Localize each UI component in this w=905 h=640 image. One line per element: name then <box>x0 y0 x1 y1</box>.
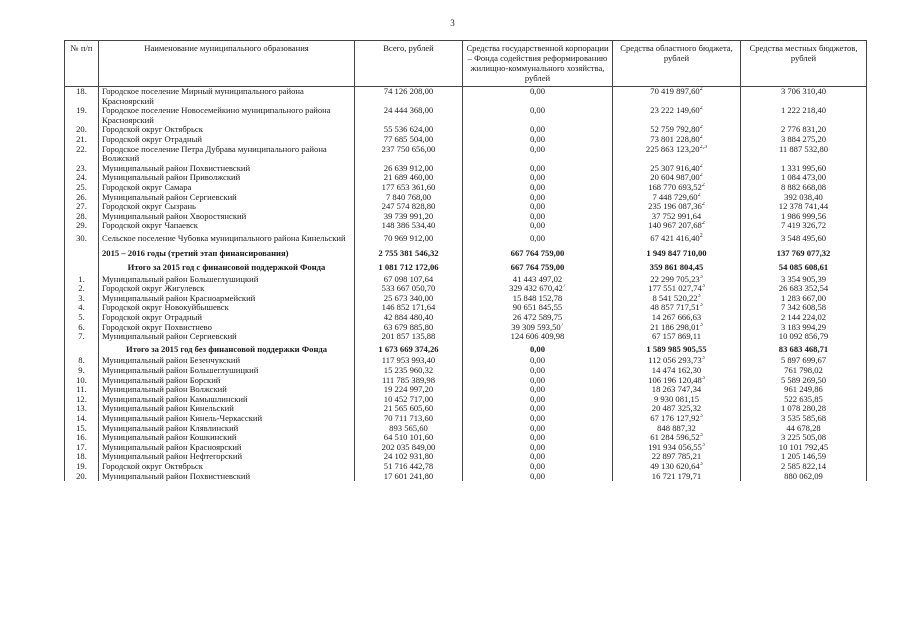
cell-total: 15 235 960,32 <box>355 366 463 376</box>
cell-fund: 0,00 <box>463 125 613 135</box>
footnote-mark: 2 <box>699 134 703 141</box>
cell-fund: 90 651 845,55 <box>463 303 613 313</box>
cell-regional-budget: 20 604 987,00$^2$ <box>613 173 741 183</box>
table-row <box>65 313 867 323</box>
cell-number: 19. <box>65 106 99 125</box>
cell-fund: 0,00 <box>463 385 613 395</box>
cell-number: 12. <box>65 395 99 405</box>
cell-local-budget: 880 062,09 <box>741 472 867 482</box>
cell-total: 247 574 828,80 <box>355 202 463 212</box>
cell-number: 1. <box>65 275 99 285</box>
cell-regional-budget: 191 934 056,55$^3$ <box>613 443 741 453</box>
table-row <box>65 284 867 294</box>
cell-fund: 15 848 152,78 <box>463 294 613 304</box>
cell-local-budget: 3 548 495,60 <box>741 231 867 246</box>
cell-fund: 39 309 593,50$^7$ <box>463 323 613 333</box>
header-fund: Средства государственной корпорации – Фонда содействия реформированию жилищно-коммунального хозяйства, рублей <box>463 41 613 87</box>
cell-number: 15. <box>65 424 99 434</box>
table-row <box>65 212 867 222</box>
cell-name: Муниципальный район Красноярский <box>99 443 355 453</box>
table-summary-row <box>65 246 867 261</box>
cell-name: Муниципальный район Похвистневский <box>99 164 355 174</box>
cell-local-budget: 392 038,40 <box>741 193 867 203</box>
footnote-mark: 2 <box>701 221 705 227</box>
footnote-mark: 2 <box>699 173 703 179</box>
cell-name: Муниципальный район Волжский <box>99 385 355 395</box>
cell-local-budget: 7 419 326,72 <box>741 221 867 231</box>
cell-total: 177 653 361,60 <box>355 183 463 193</box>
cell-local-budget: 3 535 585,68 <box>741 414 867 424</box>
cell-total: 111 785 389,98 <box>355 376 463 386</box>
cell-local-budget: 10 101 792,45 <box>741 443 867 453</box>
cell-local-budget: 10 092 856,79 <box>741 332 867 342</box>
table-row <box>65 135 867 145</box>
cell-total: 77 685 504,00 <box>355 135 463 145</box>
cell-regional-budget: 67 176 127,92$^3$ <box>613 414 741 424</box>
cell-regional-budget: 48 857 717,51$^3$ <box>613 303 741 313</box>
cell-total: 17 601 241,80 <box>355 472 463 482</box>
cell-regional-budget: 20 487 325,32 <box>613 404 741 414</box>
cell-local-budget: 2 144 224,02 <box>741 313 867 323</box>
cell-number: 14. <box>65 414 99 424</box>
footnote-mark: 2 <box>699 233 703 240</box>
cell-name: Городской округ Отрадный <box>99 313 355 323</box>
table-row <box>65 385 867 395</box>
table-row <box>65 87 867 107</box>
cell-total: 67 098 107,64 <box>355 275 463 285</box>
cell-number <box>65 260 99 275</box>
cell-number: 21. <box>65 135 99 145</box>
table-row <box>65 462 867 472</box>
cell-fund: 0,00 <box>463 433 613 443</box>
cell-local-budget: 1 331 995,60 <box>741 164 867 174</box>
table-row <box>65 356 867 366</box>
cell-fund: 0,00 <box>463 342 613 357</box>
cell-regional-budget: 848 887,32 <box>613 424 741 434</box>
cell-fund: 0,00 <box>463 212 613 222</box>
cell-name: Городской округ Отрадный <box>99 135 355 145</box>
cell-name: Городской округ Октябрьск <box>99 462 355 472</box>
cell-name: Городской округ Новокуйбышевск <box>99 303 355 313</box>
table-row <box>65 395 867 405</box>
cell-local-budget: 3 706 310,40 <box>741 87 867 107</box>
cell-regional-budget: 67 157 869,11 <box>613 332 741 342</box>
footnote-mark: 2,3 <box>699 144 708 150</box>
cell-fund: 0,00 <box>463 145 613 164</box>
cell-name: Муниципальный район Похвистневский <box>99 472 355 482</box>
cell-number: 6. <box>65 323 99 333</box>
table-row <box>65 193 867 203</box>
cell-total: 202 035 849,00 <box>355 443 463 453</box>
footnote-mark: 3 <box>701 442 705 448</box>
cell-regional-budget: 359 861 804,45 <box>613 260 741 275</box>
table-row <box>65 366 867 376</box>
cell-name: Муниципальный район Борский <box>99 376 355 386</box>
cell-name: Городской округ Жигулевск <box>99 284 355 294</box>
cell-number: 5. <box>65 313 99 323</box>
cell-regional-budget: 67 421 416,40$^2$ <box>613 231 741 246</box>
cell-number: 30. <box>65 231 99 246</box>
cell-local-budget: 44 678,28 <box>741 424 867 434</box>
cell-name: Муниципальный район Хворостянский <box>99 212 355 222</box>
cell-local-budget: 11 887 532,80 <box>741 145 867 164</box>
cell-total: 74 126 208,00 <box>355 87 463 107</box>
cell-local-budget: 1 084 473,00 <box>741 173 867 183</box>
cell-total: 1 673 669 374,26 <box>355 342 463 357</box>
cell-number: 9. <box>65 366 99 376</box>
cell-name: Муниципальный район Сергиевский <box>99 332 355 342</box>
cell-fund: 0,00 <box>463 106 613 125</box>
table-row <box>65 231 867 246</box>
header-total: Всего, рублей <box>355 41 463 87</box>
cell-total: 117 953 993,40 <box>355 356 463 366</box>
table-row <box>65 173 867 183</box>
footnote-mark: 2 <box>699 106 703 112</box>
cell-fund: 0,00 <box>463 87 613 107</box>
cell-local-budget: 5 897 699,67 <box>741 356 867 366</box>
cell-regional-budget: 225 863 123,20$^{2,3}$ <box>613 145 741 164</box>
cell-name: Городское поселение Мирный муниципального района Красноярский <box>99 87 355 107</box>
cell-total: 237 750 656,00 <box>355 145 463 164</box>
cell-fund: 0,00 <box>463 452 613 462</box>
cell-total: 148 386 534,40 <box>355 221 463 231</box>
cell-regional-budget: 168 770 693,52$^2$ <box>613 183 741 193</box>
cell-total: 146 852 171,64 <box>355 303 463 313</box>
cell-local-budget: 3 884 275,20 <box>741 135 867 145</box>
cell-number: 20. <box>65 125 99 135</box>
page-number: 3 <box>450 18 455 28</box>
cell-regional-budget: 140 967 207,68$^2$ <box>613 221 741 231</box>
footnote-mark: 3 <box>699 414 703 420</box>
table-summary-row <box>65 342 867 357</box>
cell-name: Муниципальный район Красноармейский <box>99 294 355 304</box>
table-row <box>65 323 867 333</box>
cell-total: 26 639 912,00 <box>355 164 463 174</box>
cell-total: 70 711 713,60 <box>355 414 463 424</box>
cell-regional-budget: 177 551 027,74$^3$ <box>613 284 741 294</box>
cell-local-budget: 26 683 352,54 <box>741 284 867 294</box>
cell-fund: 0,00 <box>463 356 613 366</box>
cell-number: 17. <box>65 443 99 453</box>
cell-total: 201 857 135,88 <box>355 332 463 342</box>
cell-total: 55 536 624,00 <box>355 125 463 135</box>
cell-number: 24. <box>65 173 99 183</box>
table-body <box>65 87 867 482</box>
cell-name: Городской округ Похвистнево <box>99 323 355 333</box>
cell-name: 2015 – 2016 годы (третий этап финансирования) <box>99 246 355 261</box>
footnote-mark: 3 <box>701 356 705 362</box>
cell-regional-budget: 18 263 747,34 <box>613 385 741 395</box>
cell-total: 10 452 717,00 <box>355 395 463 405</box>
cell-local-budget: 522 635,85 <box>741 395 867 405</box>
table-header-row <box>65 41 867 87</box>
table-row <box>65 106 867 125</box>
footnote-mark: 2 <box>699 163 703 169</box>
footnote-mark: 3 <box>701 375 705 381</box>
cell-number: 8. <box>65 356 99 366</box>
cell-local-budget: 7 342 608,58 <box>741 303 867 313</box>
cell-name: Итого за 2015 год с финансовой поддержкой Фонда <box>99 260 355 275</box>
table-summary-row <box>65 260 867 275</box>
footnote-mark: 3 <box>701 284 705 290</box>
header-regional-budget: Средства областного бюджета, рублей <box>613 41 741 87</box>
header-local-budget: Средства местных бюджетов, рублей <box>741 41 867 87</box>
cell-local-budget: 1 078 280,28 <box>741 404 867 414</box>
cell-local-budget: 83 683 468,71 <box>741 342 867 357</box>
footnote-mark: 3 <box>699 274 703 280</box>
cell-fund: 124 606 409,98 <box>463 332 613 342</box>
header-number: № п/п <box>65 41 99 87</box>
cell-number: 25. <box>65 183 99 193</box>
cell-fund: 0,00 <box>463 366 613 376</box>
table-row <box>65 145 867 164</box>
cell-local-budget: 8 882 668,08 <box>741 183 867 193</box>
footnote-mark: 2 <box>701 202 705 208</box>
cell-fund: 0,00 <box>463 443 613 453</box>
footnote-mark: 2 <box>699 86 703 93</box>
cell-fund: 0,00 <box>463 395 613 405</box>
cell-name: Муниципальный район Камышлинский <box>99 395 355 405</box>
cell-total: 39 739 991,20 <box>355 212 463 222</box>
cell-name: Муниципальный район Большеглушицкий <box>99 366 355 376</box>
cell-number <box>65 342 99 357</box>
cell-name: Муниципальный район Кошкинский <box>99 433 355 443</box>
footnote-mark: 2 <box>701 182 705 189</box>
cell-name: Городское поселение Петра Дубрава муниципального района Волжский <box>99 145 355 164</box>
cell-number: 16. <box>65 433 99 443</box>
table-row <box>65 433 867 443</box>
cell-name: Городской округ Октябрьск <box>99 125 355 135</box>
cell-name: Городской округ Самара <box>99 183 355 193</box>
cell-local-budget: 2 585 822,14 <box>741 462 867 472</box>
cell-regional-budget: 61 284 596,52$^3$ <box>613 433 741 443</box>
cell-local-budget: 3 225 505,08 <box>741 433 867 443</box>
table-row <box>65 376 867 386</box>
cell-local-budget: 1 205 146,59 <box>741 452 867 462</box>
footnote-mark: 3 <box>697 293 701 300</box>
cell-total: 24 444 368,00 <box>355 106 463 125</box>
cell-local-budget: 1 222 218,40 <box>741 106 867 125</box>
cell-total: 533 667 050,70 <box>355 284 463 294</box>
table-row <box>65 164 867 174</box>
cell-name: Муниципальный район Большеглушицкий <box>99 275 355 285</box>
cell-local-budget: 2 776 831,20 <box>741 125 867 135</box>
cell-total: 893 565,60 <box>355 424 463 434</box>
cell-fund: 0,00 <box>463 183 613 193</box>
cell-fund: 0,00 <box>463 221 613 231</box>
cell-total: 63 679 885,80 <box>355 323 463 333</box>
cell-fund: 0,00 <box>463 462 613 472</box>
cell-name: Сельское поселение Чубовка муниципального района Кинельский <box>99 231 355 246</box>
cell-name: Муниципальный район Нефтегорский <box>99 452 355 462</box>
cell-name: Городское поселение Новосемейкино муниципального района Красноярский <box>99 106 355 125</box>
footnote-mark: 2 <box>697 192 701 198</box>
cell-name: Муниципальный район Безенчукский <box>99 356 355 366</box>
cell-fund: 26 472 589,75 <box>463 313 613 323</box>
cell-local-budget: 5 589 269,50 <box>741 376 867 386</box>
table-row <box>65 332 867 342</box>
cell-number: 4. <box>65 303 99 313</box>
cell-local-budget: 961 249,86 <box>741 385 867 395</box>
cell-fund: 0,00 <box>463 135 613 145</box>
cell-name: Итого за 2015 год без финансовой поддержки Фонда <box>99 342 355 357</box>
footnote-mark: 3 <box>699 433 703 439</box>
cell-fund: 0,00 <box>463 202 613 212</box>
cell-total: 70 969 912,00 <box>355 231 463 246</box>
cell-local-budget: 1 283 667,00 <box>741 294 867 304</box>
table-row <box>65 183 867 193</box>
cell-regional-budget: 235 196 087,36$^2$ <box>613 202 741 212</box>
cell-total: 7 840 768,00 <box>355 193 463 203</box>
cell-local-budget: 3 354 905,39 <box>741 275 867 285</box>
cell-fund: 0,00 <box>463 472 613 482</box>
cell-regional-budget: 16 721 179,71 <box>613 472 741 482</box>
cell-fund: 0,00 <box>463 424 613 434</box>
cell-regional-budget: 7 448 729,60$^2$ <box>613 193 741 203</box>
cell-fund: 667 764 759,00 <box>463 260 613 275</box>
cell-number: 13. <box>65 404 99 414</box>
header-name: Наименование муниципального образования <box>99 41 355 87</box>
cell-number: 29. <box>65 221 99 231</box>
footnote-mark: 3 <box>699 322 703 328</box>
table-row <box>65 202 867 212</box>
cell-number: 7. <box>65 332 99 342</box>
footnote-mark: 3 <box>699 303 703 309</box>
cell-total: 25 673 340,00 <box>355 294 463 304</box>
cell-name: Муниципальный район Кинельский <box>99 404 355 414</box>
cell-number: 22. <box>65 145 99 164</box>
cell-fund: 0,00 <box>463 414 613 424</box>
cell-total: 51 716 442,78 <box>355 462 463 472</box>
cell-number: 27. <box>65 202 99 212</box>
cell-number: 28. <box>65 212 99 222</box>
cell-number: 3. <box>65 294 99 304</box>
table-row <box>65 472 867 482</box>
cell-regional-budget: 8 541 520,22$^3$ <box>613 294 741 304</box>
table-row <box>65 294 867 304</box>
table-row <box>65 125 867 135</box>
cell-local-budget: 54 085 608,61 <box>741 260 867 275</box>
cell-number: 20. <box>65 472 99 482</box>
cell-regional-budget: 70 419 897,60$^2$ <box>613 87 741 107</box>
cell-name: Муниципальный район Сергиевский <box>99 193 355 203</box>
cell-fund: 0,00 <box>463 164 613 174</box>
cell-name: Городской округ Чапаевск <box>99 221 355 231</box>
table-row <box>65 424 867 434</box>
cell-regional-budget: 25 307 916,40$^2$ <box>613 164 741 174</box>
table-row <box>65 414 867 424</box>
cell-regional-budget: 14 474 162,30 <box>613 366 741 376</box>
funding-table <box>64 40 867 481</box>
cell-local-budget: 12 378 741,44 <box>741 202 867 212</box>
cell-regional-budget: 1 949 847 710,00 <box>613 246 741 261</box>
cell-total: 21 689 460,00 <box>355 173 463 183</box>
cell-number: 19. <box>65 462 99 472</box>
table-row <box>65 443 867 453</box>
cell-name: Муниципальный район Кинель-Черкасский <box>99 414 355 424</box>
table-row <box>65 404 867 414</box>
table-row <box>65 452 867 462</box>
footnote-mark: 2 <box>699 125 703 131</box>
cell-fund: 329 432 670,42$^7$ <box>463 284 613 294</box>
cell-regional-budget: 106 196 120,48$^3$ <box>613 376 741 386</box>
cell-number: 2. <box>65 284 99 294</box>
cell-regional-budget: 49 130 620,64$^3$ <box>613 462 741 472</box>
cell-number: 26. <box>65 193 99 203</box>
cell-name: Муниципальный район Приволжский <box>99 173 355 183</box>
table-row <box>65 275 867 285</box>
table-row <box>65 303 867 313</box>
cell-total: 24 102 931,80 <box>355 452 463 462</box>
cell-total: 2 755 381 546,32 <box>355 246 463 261</box>
cell-total: 1 081 712 172,06 <box>355 260 463 275</box>
cell-name: Муниципальный район Клявлинский <box>99 424 355 434</box>
cell-fund: 0,00 <box>463 173 613 183</box>
cell-name: Городской округ Сызрань <box>99 202 355 212</box>
cell-local-budget: 761 798,02 <box>741 366 867 376</box>
cell-regional-budget: 37 752 991,64 <box>613 212 741 222</box>
cell-fund: 0,00 <box>463 231 613 246</box>
cell-local-budget: 3 183 994,29 <box>741 323 867 333</box>
footnote-mark: 3 <box>699 461 703 468</box>
footnote-mark: 7 <box>560 322 564 328</box>
cell-number <box>65 246 99 261</box>
cell-number: 11. <box>65 385 99 395</box>
cell-regional-budget: 23 222 149,60$^2$ <box>613 106 741 125</box>
cell-fund: 41 443 497,02 <box>463 275 613 285</box>
cell-total: 21 565 605,60 <box>355 404 463 414</box>
cell-total: 64 510 101,60 <box>355 433 463 443</box>
table-row <box>65 221 867 231</box>
cell-local-budget: 137 769 077,32 <box>741 246 867 261</box>
cell-regional-budget: 9 930 081,15 <box>613 395 741 405</box>
cell-regional-budget: 21 186 298,01$^3$ <box>613 323 741 333</box>
cell-local-budget: 1 986 999,56 <box>741 212 867 222</box>
cell-number: 10. <box>65 376 99 386</box>
footnote-mark: 7 <box>562 284 566 290</box>
cell-number: 23. <box>65 164 99 174</box>
cell-regional-budget: 22 897 785,21 <box>613 452 741 462</box>
cell-regional-budget: 52 759 792,80$^2$ <box>613 125 741 135</box>
cell-regional-budget: 112 056 293,73$^3$ <box>613 356 741 366</box>
cell-total: 19 224 997,20 <box>355 385 463 395</box>
cell-fund: 0,00 <box>463 193 613 203</box>
cell-number: 18. <box>65 452 99 462</box>
cell-regional-budget: 14 267 666,63 <box>613 313 741 323</box>
cell-regional-budget: 73 801 228,80$^2$ <box>613 135 741 145</box>
cell-total: 42 884 480,40 <box>355 313 463 323</box>
cell-fund: 0,00 <box>463 376 613 386</box>
cell-number: 18. <box>65 87 99 107</box>
cell-regional-budget: 22 299 705,23$^3$ <box>613 275 741 285</box>
cell-fund: 667 764 759,00 <box>463 246 613 261</box>
cell-regional-budget: 1 589 985 905,55 <box>613 342 741 357</box>
cell-fund: 0,00 <box>463 404 613 414</box>
